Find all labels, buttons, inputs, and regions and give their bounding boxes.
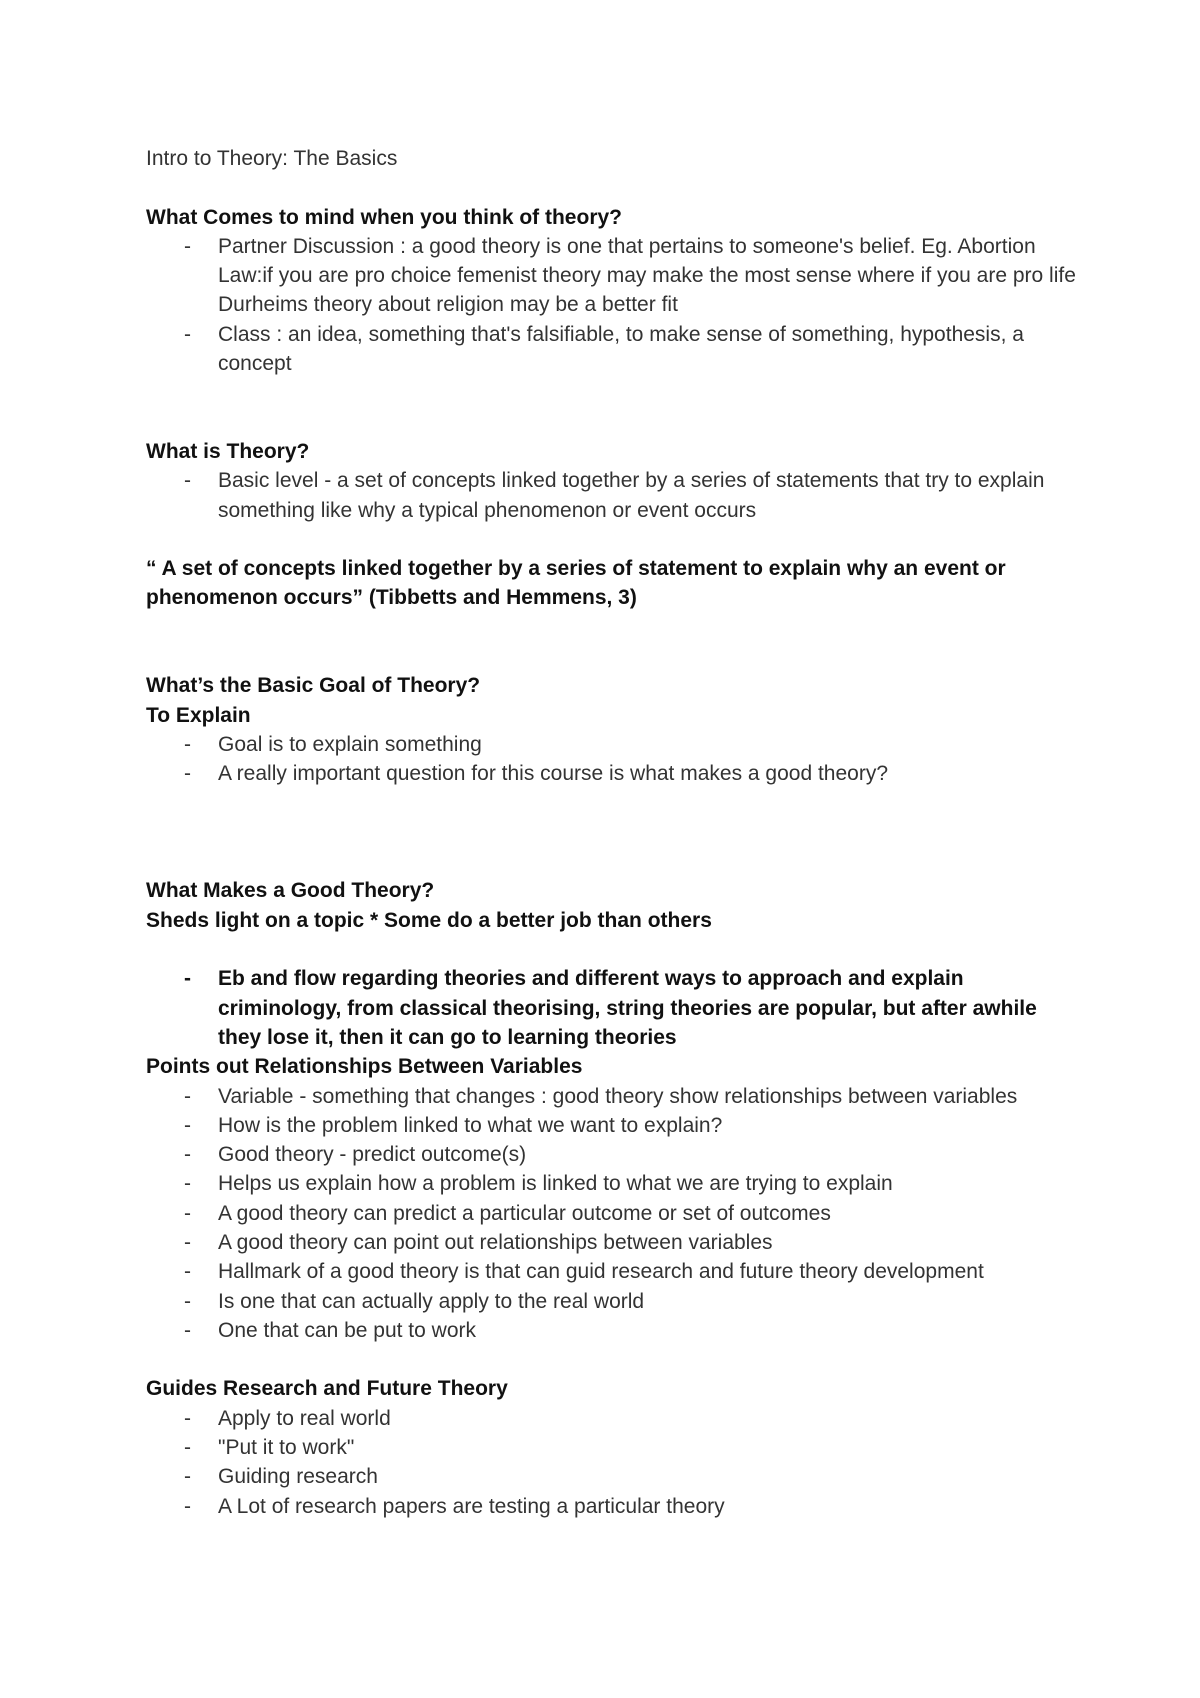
- list-item: - A good theory can point out relationships between variables: [146, 1228, 1076, 1257]
- bold-bullet-list: [146, 964, 1076, 1052]
- dash-bullet: -: [184, 1113, 191, 1137]
- dash-bullet: -: [184, 1143, 191, 1167]
- dash-bullet: -: [184, 1172, 191, 1196]
- list-item: - Goal is to explain something: [146, 730, 1076, 759]
- dash-bullet: -: [184, 967, 191, 991]
- subheading-relationships: Points out Relationships Between Variables: [146, 1055, 583, 1079]
- list-item: - Partner Discussion : a good theory is one that pertains to someone's belief. Eg. Abortion Law:if you are pro choice femenist theory may make the most sense where if you are pro life Durheims theory about religion may be a better fit: [146, 232, 1076, 320]
- dash-bullet: -: [184, 1406, 191, 1430]
- list-item: - Apply to real world: [146, 1404, 1076, 1433]
- list-item: - Hallmark of a good theory is that can guid research and future theory development: [146, 1257, 1076, 1286]
- list-item: - Eb and flow regarding theories and different ways to approach and explain criminology, from classical theorising, string theories are popular, but after awhile they lose it, then it can go to learning theories: [146, 964, 1076, 1052]
- dash-bullet: -: [184, 1465, 191, 1489]
- definition-quote: “ A set of concepts linked together by a series of statement to explain why an event or phenomenon occurs” (Tibbetts and Hemmens, 3): [146, 557, 1006, 610]
- list-item: - A Lot of research papers are testing a particular theory: [146, 1492, 1076, 1521]
- list-item: - One that can be put to work: [146, 1316, 1076, 1345]
- section-heading-theory-mind: What Comes to mind when you think of theory?: [146, 205, 622, 229]
- bullet-list: [146, 1404, 1076, 1521]
- list-item: - Guiding research: [146, 1462, 1076, 1491]
- dash-bullet: -: [184, 1201, 191, 1225]
- dash-bullet: -: [184, 1084, 191, 1108]
- bullet-list: [146, 466, 1076, 525]
- list-item: - How is the problem linked to what we want to explain?: [146, 1111, 1076, 1140]
- dash-bullet: -: [184, 1494, 191, 1518]
- dash-bullet: -: [184, 1260, 191, 1284]
- dash-bullet: -: [184, 1318, 191, 1342]
- document-title: Intro to Theory: The Basics: [146, 147, 398, 170]
- list-item: - Good theory - predict outcome(s): [146, 1140, 1076, 1169]
- dash-bullet: -: [184, 732, 191, 756]
- subheading-sheds-light: Sheds light on a topic * Some do a better job than others: [146, 908, 712, 932]
- dash-bullet: -: [184, 762, 191, 786]
- bullet-list: [146, 730, 1076, 789]
- list-item: - Basic level - a set of concepts linked together by a series of statements that try to explain something like why a typical phenomenon or event occurs: [146, 466, 1076, 525]
- dash-bullet: -: [184, 1436, 191, 1460]
- list-item: - "Put it to work": [146, 1433, 1076, 1462]
- list-item: - Is one that can actually apply to the real world: [146, 1287, 1076, 1316]
- bullet-list: [146, 1082, 1076, 1346]
- dash-bullet: -: [184, 469, 191, 493]
- bullet-list: [146, 232, 1076, 378]
- section-heading-good-theory: What Makes a Good Theory?: [146, 879, 435, 903]
- section-heading-basic-goal: What’s the Basic Goal of Theory?: [146, 674, 481, 698]
- document-content: [146, 144, 1076, 1521]
- dash-bullet: -: [184, 1230, 191, 1254]
- list-item: - Helps us explain how a problem is linked to what we are trying to explain: [146, 1169, 1076, 1198]
- dash-bullet: -: [184, 322, 191, 346]
- subheading-to-explain: To Explain: [146, 703, 251, 727]
- dash-bullet: -: [184, 1289, 191, 1313]
- list-item: - A really important question for this course is what makes a good theory?: [146, 759, 1076, 788]
- list-item: - Class : an idea, something that's falsifiable, to make sense of something, hypothesis, a concept: [146, 320, 1076, 379]
- dash-bullet: -: [184, 234, 191, 258]
- section-heading-guides-research: Guides Research and Future Theory: [146, 1377, 508, 1401]
- section-heading-what-is-theory: What is Theory?: [146, 439, 310, 463]
- list-item: - A good theory can predict a particular outcome or set of outcomes: [146, 1199, 1076, 1228]
- list-item: - Variable - something that changes : good theory show relationships between variables: [146, 1082, 1076, 1111]
